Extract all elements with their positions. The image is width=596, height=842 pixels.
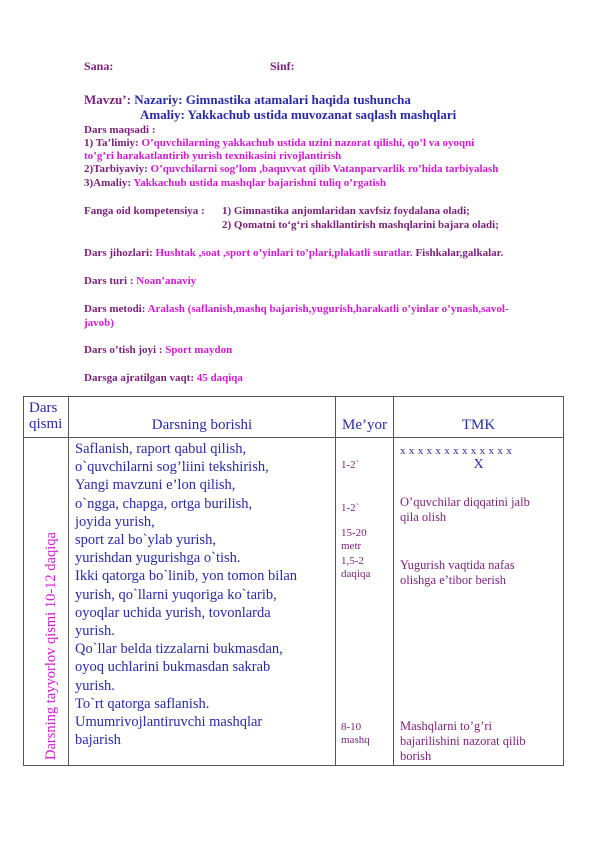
goal-talimiy-text2: to’g’ri harakatlantirib yurish texnikasini rivojlantirish — [84, 150, 342, 162]
goal-talimiy-label: 1) Ta’limiy: — [84, 137, 139, 149]
tmk-cell — [394, 438, 564, 766]
goal-tarbiyaviy-text: O’quvchilarni sog’lom ,baquvvat qilib Vatanparvarlik ro’hida tarbiyalash — [150, 163, 499, 175]
activity-line: Yangi mavzuni e’lon qilish, — [75, 477, 236, 494]
time-line — [84, 372, 243, 384]
time-label: Darsga ajratilgan vaqt: — [84, 372, 194, 384]
goals-title: Dars maqsadi : — [84, 124, 156, 136]
place-label: Dars o’tish joyi : — [84, 344, 163, 356]
mavzu-amaliy: Amaliy: Yakkachub ustida muvozanat saqlash mashqlari — [140, 107, 457, 122]
equipment-text2: Fishkalar,galkalar. — [415, 247, 504, 259]
lesson-type-line — [84, 275, 196, 287]
competence-label: Fanga oid kompetensiya : — [84, 205, 205, 217]
meyor-value-4b: daqiqa — [341, 568, 371, 580]
activity-line: oyoq uchlarini bukmasdan sakrab — [75, 659, 271, 676]
header-qismi-line1: Dars — [29, 400, 58, 416]
meyor-cell — [336, 438, 394, 766]
header-tmk: TMK — [394, 397, 564, 438]
activity-line: sport zal bo`ylab yurish, — [75, 532, 216, 549]
competence-item-1: 1) Gimnastika anjomlaridan xavfsiz foydalana oladi; — [222, 205, 470, 217]
meyor-value-5a: 8-10 — [341, 721, 362, 733]
place-line — [84, 344, 232, 356]
formation-crosses: x x x x x x x x x x x x x — [400, 445, 512, 457]
competence-item-2: 2) Qomatni to‘g‘ri shakllantirish mashqlarini bajara oladi; — [222, 219, 499, 231]
tmk-note-2a: Yugurish vaqtida nafas — [400, 558, 515, 572]
sinf-label: Sinf: — [270, 59, 295, 73]
activity-line: yurishdan yugurishga o`tish. — [75, 550, 241, 567]
mavzu-label: Mavzu’: — [84, 92, 131, 107]
lesson-type-text: Noan’anaviy — [136, 275, 197, 287]
table-row — [24, 438, 564, 766]
method-label: Dars metodi: — [84, 303, 146, 315]
formation-cross-large: X — [473, 457, 484, 472]
activity-line: joyida yurish, — [75, 513, 155, 530]
activity-cell — [69, 438, 336, 766]
method-text: Aralash (saflanish,mashq bajarish,yugurish,harakatli o’yinlar o’ynash,savol- — [147, 303, 509, 315]
header-borishi: Darsning borishi — [69, 397, 336, 438]
section-label: Darsning tayyorlov qismi 10-12 daqiqa — [43, 532, 59, 760]
activity-line: yurish. — [75, 623, 115, 640]
activity-line: bajarish — [75, 732, 121, 749]
activity-line: o`ngga, chapga, ortga burilish, — [75, 495, 253, 512]
tmk-note-3b: bajarilishini nazorat qilib — [400, 734, 526, 748]
tmk-note-1b: qila olish — [400, 510, 447, 524]
header-qismi — [24, 397, 69, 438]
activity-line: Ikki qatorga bo`linib, yon tomon bilan — [75, 568, 298, 585]
lesson-type-label: Dars turi : — [84, 275, 134, 287]
activity-line: Umumrivojlantiruvchi mashqlar — [75, 714, 263, 731]
mavzu-nazariy: Nazariy: Gimnastika atamalari haqida tushuncha — [134, 92, 411, 107]
activity-line: oyoqlar uchida yurish, tovonlarda — [75, 604, 271, 621]
goal-talimiy — [84, 137, 474, 149]
goal-talimiy-text: O’quvchilarning yakkachub ustida uzini nazorat qilishi, qo’l va oyoqni — [141, 137, 475, 149]
meyor-value-2: 1-2` — [341, 502, 360, 514]
goal-amaliy-label: 3)Amaliy: — [84, 177, 132, 189]
table-header-row — [24, 397, 564, 438]
place-text: Sport maydon — [165, 344, 233, 356]
method-line — [84, 303, 509, 315]
goal-amaliy-text: Yakkachub ustida mashqlar bajarishni tuliq o’rgatish — [133, 177, 386, 189]
header-qismi-line2: qismi — [29, 416, 63, 432]
activity-line: Saflanish, raport qabul qilish, — [75, 441, 247, 457]
equipment-label: Dars jihozlari: — [84, 247, 153, 259]
activity-line: yurish, qo`llarni yuqoriga ko`tarib, — [75, 586, 277, 603]
tmk-note-3a: Mashqlarni to’g’ri — [400, 719, 492, 733]
lesson-table — [23, 396, 564, 766]
meyor-value-3a: 15-20 — [341, 527, 367, 539]
equipment-text: Hushtak ,soat ,sport o’yinlari to’plari,plakatli suratlar. — [155, 247, 413, 259]
sana-label: Sana: — [84, 59, 114, 73]
equipment-line — [84, 247, 503, 259]
goal-tarbiyaviy — [84, 163, 498, 175]
activity-line: To`rt qatorga saflanish. — [75, 695, 210, 712]
tmk-note-3c: borish — [400, 749, 432, 763]
meyor-value-4a: 1,5-2 — [341, 555, 364, 567]
goal-amaliy — [84, 177, 386, 189]
time-text: 45 daqiqa — [196, 372, 243, 384]
meyor-value-1: 1-2` — [341, 459, 360, 471]
header-meyor: Me’yor — [336, 397, 394, 438]
goal-tarbiyaviy-label: 2)Tarbiyaviy: — [84, 163, 148, 175]
meyor-value-3b: metr — [341, 540, 362, 552]
mavzu-line — [84, 92, 411, 108]
activity-line: yurish. — [75, 677, 115, 694]
tmk-note-2b: olishga e’tibor berish — [400, 573, 506, 587]
method-text2: javob) — [84, 317, 114, 329]
tmk-note-1a: O’quvchilar diqqatini jalb — [400, 495, 530, 509]
activity-line: o`quvchilarni sog’liini tekshirish, — [75, 459, 269, 476]
meyor-value-5b: mashq — [341, 734, 370, 746]
activity-line: Qo`llar belda tizzalarni bukmasdan, — [75, 641, 283, 658]
